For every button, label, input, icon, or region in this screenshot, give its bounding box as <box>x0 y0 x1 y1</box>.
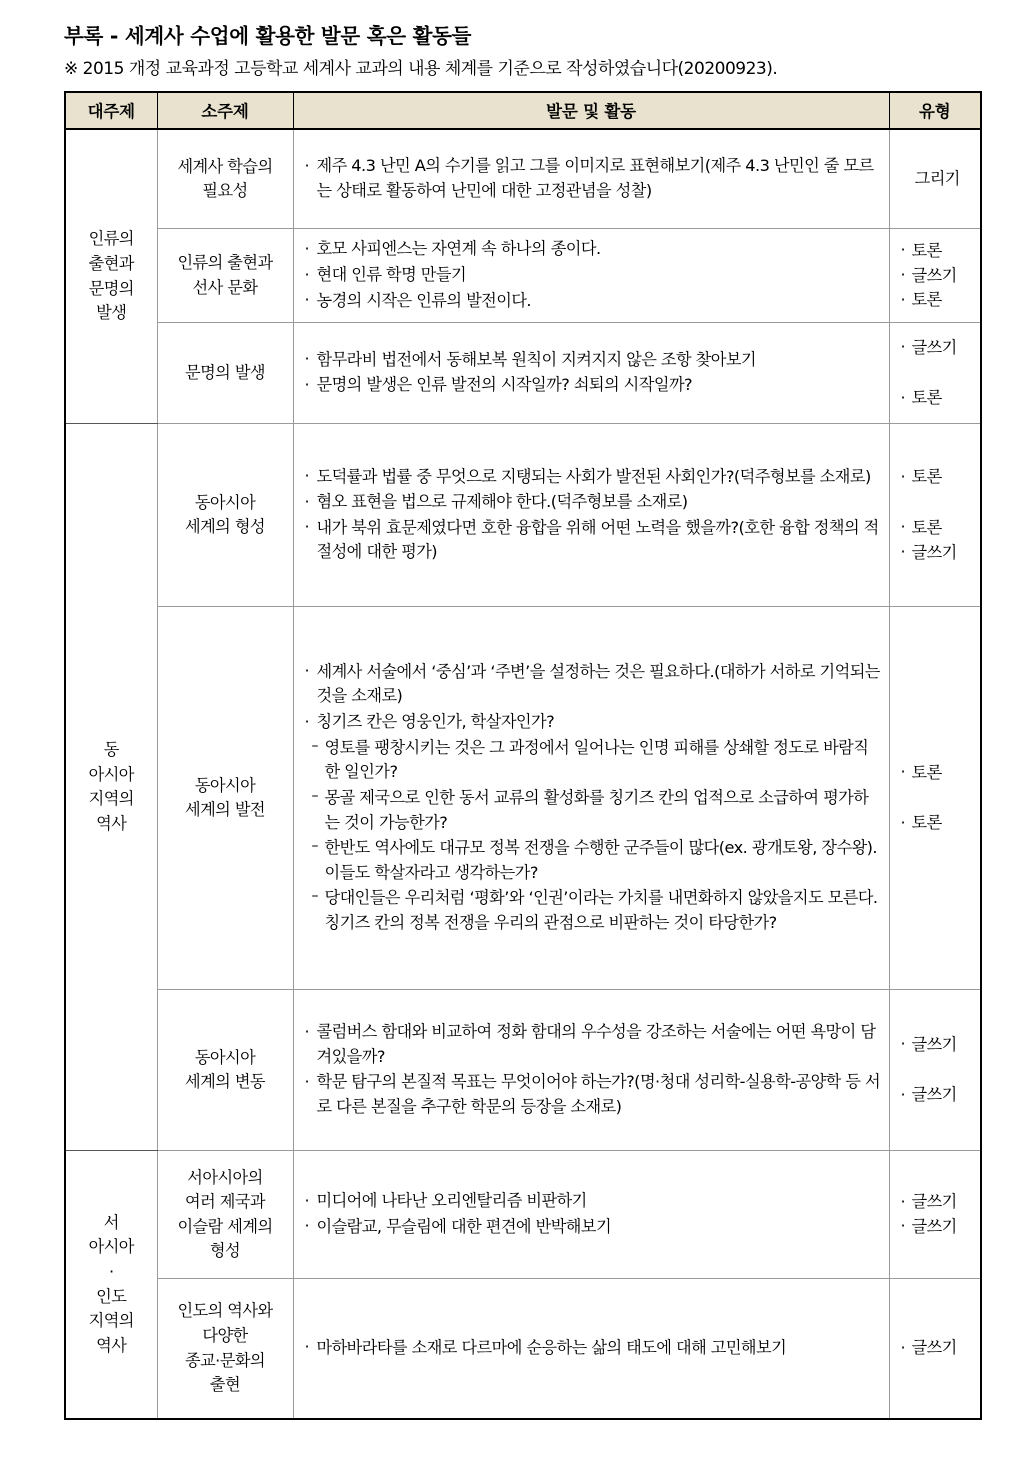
question-item: · 마하바라타를 소재로 다르마에 순응하는 삶의 태도에 대해 고민해보기 <box>303 1336 881 1361</box>
table-header <box>65 92 981 129</box>
question-sub-item: – 한반도 역사에도 대규모 정복 전쟁을 수행한 군주들이 많다(ex. 광개토왕, 장수왕). 이들도 학살자라고 생각하는가? <box>303 836 881 885</box>
activity-type-item: · 토론 <box>899 761 977 786</box>
activity-type-item: · 토론 <box>899 239 977 264</box>
question-list <box>303 237 881 313</box>
question-item: · 농경의 시작은 인류의 발전이다. <box>303 289 881 314</box>
activity-type-cell <box>889 990 981 1151</box>
column-header-minor: 소주제 <box>157 92 293 129</box>
questions-activities-cell <box>293 229 889 323</box>
major-topic-line: 역사 <box>96 813 127 833</box>
question-item: · 함무라비 법전에서 동해보복 원칙이 지켜지지 않은 조항 찾아보기 <box>303 348 881 373</box>
minor-topic-line: 선사 문화 <box>192 277 258 297</box>
activity-type-item: · 글쓰기 <box>899 264 977 289</box>
major-topic-line: 아시아 <box>88 764 134 784</box>
activity-type-list <box>899 761 977 836</box>
major-topic-line: 아시아 <box>88 1237 134 1257</box>
activity-type-item: · 글쓰기 <box>899 1336 977 1361</box>
minor-topic-cell <box>157 1279 293 1419</box>
question-list <box>303 348 881 398</box>
major-topic-line: 지역의 <box>88 789 134 809</box>
major-topic-cell <box>65 424 157 1151</box>
question-list <box>303 660 881 936</box>
major-topic-line: 문명의 <box>88 278 134 298</box>
question-item: · 칭기즈 칸은 영웅인가, 학살자인가? <box>303 710 881 735</box>
minor-topic-line: 필요성 <box>202 181 248 201</box>
questions-activities-cell <box>293 1279 889 1419</box>
major-topic-line: 출현과 <box>88 253 134 273</box>
minor-topic-line: 문명의 발생 <box>184 362 266 382</box>
question-item: · 학문 탐구의 본질적 목표는 무엇이어야 하는가?(명·청대 성리학-실용학-공양학 등 서로 다른 본질을 추구한 학문의 등장을 소재로) <box>303 1070 881 1119</box>
activity-type-item: · 토론 <box>899 288 977 313</box>
minor-topic-line: 동아시아 <box>194 492 256 512</box>
question-list <box>303 1336 881 1361</box>
activity-type-list <box>899 336 977 411</box>
major-topic-line: 인류의 <box>88 229 134 249</box>
major-topic-line: 발생 <box>96 303 127 323</box>
minor-topic-line: 출현 <box>209 1375 241 1395</box>
minor-topic-line: 세계의 변동 <box>184 1072 266 1092</box>
minor-topic-line: 세계사 학습의 <box>177 156 273 176</box>
table-row <box>65 323 981 424</box>
major-topic-line: 역사 <box>96 1335 127 1355</box>
activity-type-item: · 글쓰기 <box>899 541 977 566</box>
question-list <box>303 1189 881 1239</box>
activity-type-list <box>899 465 977 565</box>
column-header-body: 발문 및 활동 <box>293 92 889 129</box>
question-item: · 제주 4.3 난민 A의 수기를 읽고 그를 이미지로 표현해보기(제주 4.3 난민인 줄 모르는 상태로 활동하여 난민에 대한 고정관념을 성찰) <box>303 154 881 203</box>
activity-type-cell <box>889 129 981 229</box>
major-topic-line: · <box>108 1261 114 1281</box>
activity-type-item: · 글쓰기 <box>899 1215 977 1240</box>
activity-type-item: · 글쓰기 <box>899 1033 977 1058</box>
table-body <box>65 129 981 1419</box>
table-row <box>65 229 981 323</box>
activity-type-item: · 토론 <box>899 386 977 411</box>
major-topic-line: 인도 <box>96 1286 127 1306</box>
question-item: · 콜럼버스 함대와 비교하여 정화 함대의 우수성을 강조하는 서술에는 어떤 욕망이 담겨있을까? <box>303 1020 881 1069</box>
table-row <box>65 424 981 607</box>
minor-topic-cell <box>157 229 293 323</box>
activity-type-list <box>899 1190 977 1239</box>
table-row <box>65 990 981 1151</box>
minor-topic-line: 서아시아의 <box>187 1167 263 1187</box>
question-item: · 도덕률과 법률 중 무엇으로 지탱되는 사회가 발전된 사회인가?(덕주형보를 소재로) <box>303 465 881 490</box>
question-item: · 내가 북위 효문제였다면 호한 융합을 위해 어떤 노력을 했을까?(호한 융합 정책의 적절성에 대한 평가) <box>303 516 881 565</box>
activity-type-cell <box>889 323 981 424</box>
minor-topic-line: 종교·문화의 <box>184 1350 266 1370</box>
activity-type-item: · 토론 <box>899 465 977 490</box>
table-row <box>65 607 981 990</box>
major-topic-cell <box>65 1151 157 1419</box>
appendix-table <box>64 91 982 1420</box>
activity-type-item: · 글쓰기 <box>899 336 977 361</box>
questions-activities-cell <box>293 424 889 607</box>
question-item: · 미디어에 나타난 오리엔탈리즘 비판하기 <box>303 1189 881 1214</box>
activity-type-list <box>899 1336 977 1361</box>
table-row <box>65 1151 981 1279</box>
activity-type-item: · 토론 <box>899 516 977 541</box>
activity-type-item: · 글쓰기 <box>899 1083 977 1108</box>
table-header-row <box>65 92 981 129</box>
minor-topic-line: 세계의 형성 <box>184 517 266 537</box>
questions-activities-cell <box>293 1151 889 1279</box>
minor-topic-line: 인도의 역사와 <box>177 1301 273 1321</box>
activity-type-item: · 글쓰기 <box>899 1190 977 1215</box>
question-item: · 호모 사피엔스는 자연계 속 하나의 종이다. <box>303 237 881 262</box>
activity-type-cell <box>889 607 981 990</box>
activity-type-label: 그리기 <box>914 168 960 188</box>
activity-type-list <box>899 1033 977 1108</box>
minor-topic-cell <box>157 1151 293 1279</box>
question-sub-item: – 몽골 제국으로 인한 동서 교류의 활성화를 칭기즈 칸의 업적으로 소급하여 평가하는 것이 가능한가? <box>303 786 881 835</box>
minor-topic-line: 인류의 출현과 <box>177 253 273 273</box>
column-header-major: 대주제 <box>65 92 157 129</box>
table-row <box>65 1279 981 1419</box>
questions-activities-cell <box>293 323 889 424</box>
major-topic-line: 서 <box>103 1212 119 1232</box>
page-subtitle: ※ 2015 개정 교육과정 고등학교 세계사 교과의 내용 체계를 기준으로 작성하였습니다(20200923). <box>64 58 778 79</box>
question-item: · 현대 인류 학명 만들기 <box>303 263 881 288</box>
minor-topic-cell <box>157 990 293 1151</box>
question-list <box>303 1020 881 1120</box>
minor-topic-cell <box>157 323 293 424</box>
column-header-type: 유형 <box>889 92 981 129</box>
major-topic-cell <box>65 129 157 424</box>
minor-topic-cell <box>157 607 293 990</box>
question-sub-item: – 당대인들은 우리처럼 ‘평화’와 ‘인권’이라는 가치를 내면화하지 않았을지도 모른다. 칭기즈 칸의 정복 전쟁을 우리의 관점으로 비판하는 것이 타당한가? <box>303 886 881 935</box>
minor-topic-line: 세계의 발전 <box>184 800 266 820</box>
question-sub-item: – 영토를 팽창시키는 것은 그 과정에서 일어나는 인명 피해를 상쇄할 정도로 바람직한 일인가? <box>303 736 881 785</box>
activity-type-item: · 토론 <box>899 811 977 836</box>
minor-topic-line: 동아시아 <box>194 1047 256 1067</box>
activity-type-list <box>899 239 977 313</box>
questions-activities-cell <box>293 990 889 1151</box>
activity-type-cell <box>889 424 981 607</box>
question-list <box>303 465 881 566</box>
question-item: · 이슬람교, 무슬림에 대한 편견에 반박해보기 <box>303 1215 881 1240</box>
major-topic-line: 지역의 <box>88 1311 134 1331</box>
minor-topic-cell <box>157 424 293 607</box>
minor-topic-line: 여러 제국과 <box>184 1192 266 1212</box>
activity-type-cell <box>889 1151 981 1279</box>
table-row <box>65 129 981 229</box>
question-item: · 혐오 표현을 법으로 규제해야 한다.(덕주형보를 소재로) <box>303 490 881 515</box>
questions-activities-cell <box>293 607 889 990</box>
question-list <box>303 154 881 203</box>
activity-type-cell <box>889 229 981 323</box>
page-title: 부록 - 세계사 수업에 활용한 발문 혹은 활동들 <box>64 24 472 48</box>
question-item: · 문명의 발생은 인류 발전의 시작일까? 쇠퇴의 시작일까? <box>303 373 881 398</box>
minor-topic-line: 동아시아 <box>194 775 256 795</box>
minor-topic-line: 이슬람 세계의 <box>177 1216 273 1236</box>
activity-type-cell <box>889 1279 981 1419</box>
minor-topic-line: 형성 <box>209 1241 241 1261</box>
question-item: · 세계사 서술에서 ‘중심’과 ‘주변’을 설정하는 것은 필요하다.(대하가 서하로 기억되는 것을 소재로) <box>303 660 881 709</box>
minor-topic-line: 다양한 <box>202 1325 248 1345</box>
major-topic-line: 동 <box>103 740 119 759</box>
questions-activities-cell <box>293 129 889 229</box>
minor-topic-cell <box>157 129 293 229</box>
